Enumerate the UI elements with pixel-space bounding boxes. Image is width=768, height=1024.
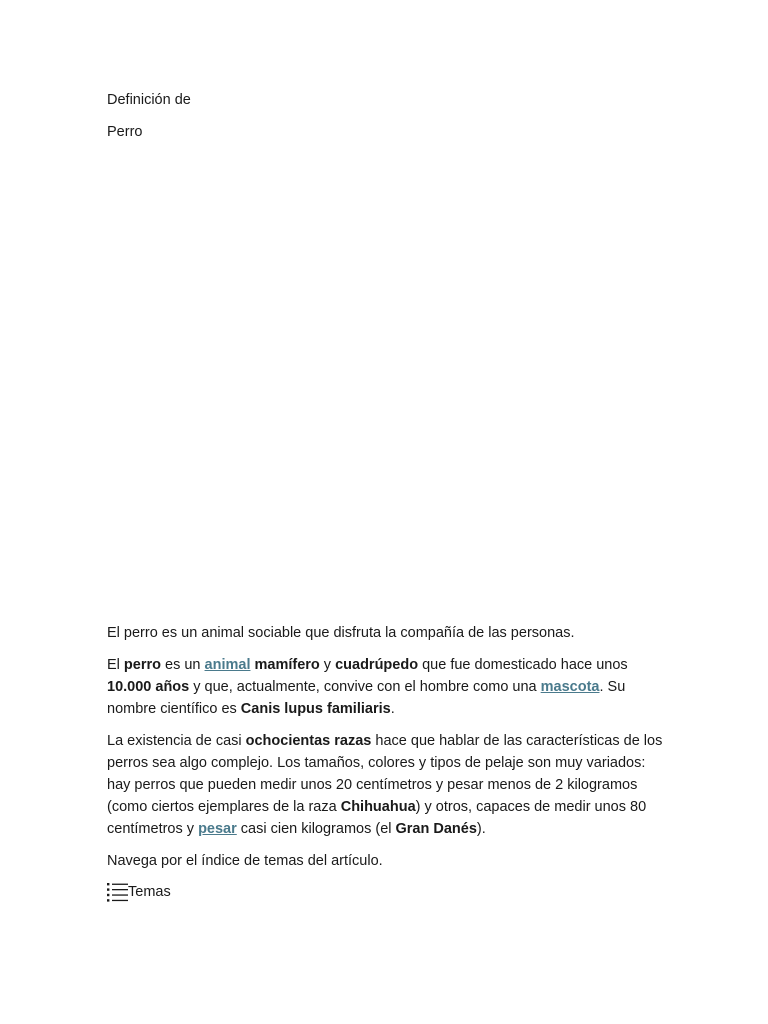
- bold-term: 10.000 años: [107, 679, 190, 695]
- link-pesar[interactable]: pesar: [198, 821, 237, 837]
- title-line-1: Definición de: [107, 92, 191, 108]
- text-segment: El: [107, 657, 124, 673]
- bold-term: cuadrúpedo: [335, 657, 419, 673]
- bold-term: perro: [123, 657, 161, 673]
- text-segment: La existencia de casi: [107, 733, 246, 749]
- text-segment: .: [390, 701, 395, 717]
- list-icon: [107, 882, 128, 902]
- nav-hint: Navega por el índice de temas del artículo.: [107, 853, 383, 869]
- topics-label: Temas: [128, 884, 171, 900]
- bold-term: mamífero: [254, 657, 320, 673]
- link-mascota[interactable]: mascota: [540, 679, 600, 695]
- breeds-paragraph: [107, 730, 667, 840]
- text-segment: que fue domesticado hace unos: [418, 657, 628, 673]
- link-animal[interactable]: animal: [204, 657, 251, 673]
- text-segment: . Su nombre científico es: [107, 679, 626, 717]
- intro-paragraph: El perro es un animal sociable que disfruta la compañía de las personas.: [107, 625, 575, 641]
- text-segment: y que, actualmente, convive con el hombre como una: [189, 679, 541, 695]
- text-segment: hace que hablar de las características de los perros sea algo complejo. Los tamaños, colores y tipos de pelaje son muy variados: hay perros que pueden medir unos 20 centímetros y pesar menos de 2 kilogramos (como ciertos ejemplares de la raza: [107, 733, 663, 815]
- bold-term: ochocientas razas: [245, 733, 372, 749]
- image-placeholder: [107, 142, 667, 622]
- bold-term: Canis lupus familiaris: [240, 701, 391, 717]
- bold-term: Gran Danés: [395, 821, 477, 837]
- text-segment: casi cien kilogramos (el: [236, 821, 396, 837]
- topics-toggle[interactable]: [107, 882, 667, 902]
- title-line-2: Perro: [107, 124, 143, 140]
- text-segment: y: [319, 657, 336, 673]
- definition-paragraph: [107, 654, 667, 720]
- text-segment: ).: [476, 821, 486, 837]
- bold-term: Chihuahua: [340, 799, 416, 815]
- article: [107, 90, 667, 902]
- text-segment: es un: [161, 657, 205, 673]
- text-segment: ) y otros, capaces de medir unos 80 centímetros y: [107, 799, 647, 837]
